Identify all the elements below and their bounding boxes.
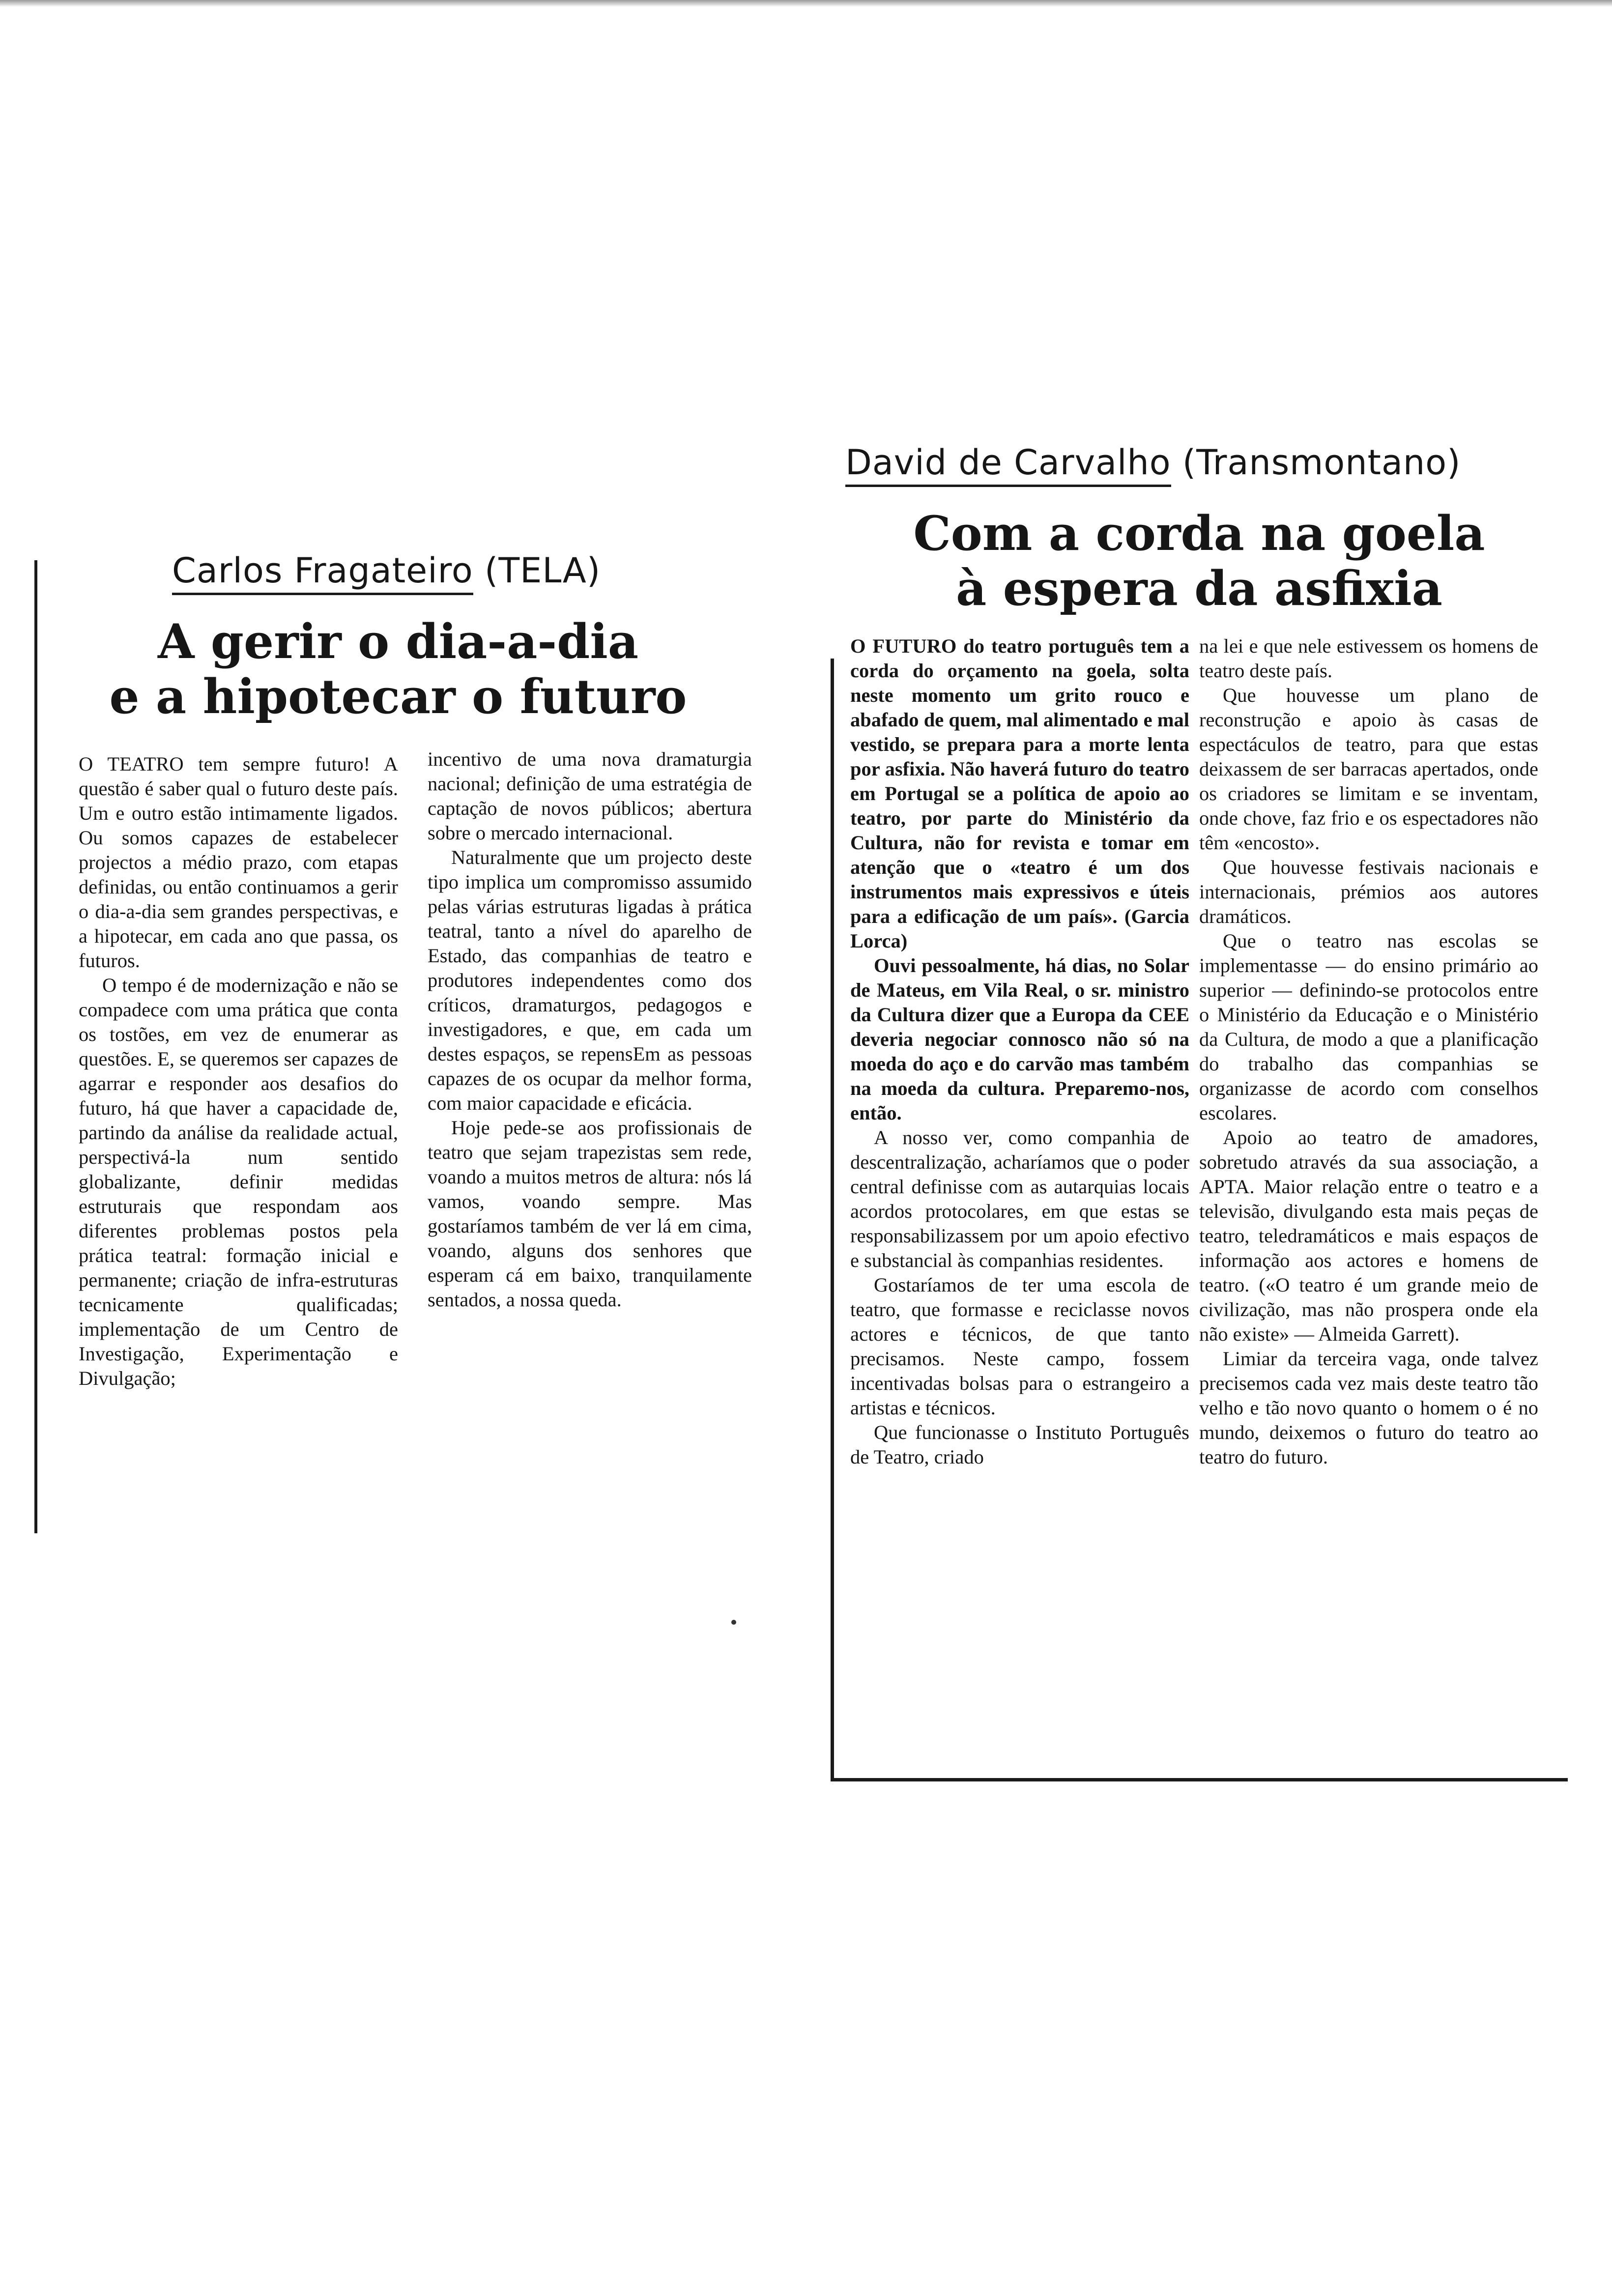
paragraph: na lei e que nele estivessem os homens de teatro deste país. xyxy=(1199,635,1538,682)
paragraph: O FUTURO do teatro português tem a corda do orçamento na goela, solta neste momento um grito rouco e abafado de quem, mal alimentado e mal vestido, se prepara para a morte lenta por asfixia. Não haverá futuro do teatro em Portugal se a política de apoio ao teatro, por parte do Ministério da Cultura, não for revista e tomar em atenção que o «teatro é um dos instrumentos mais expressivos e úteis para a edificação de um país». (Garcia Lorca) xyxy=(850,635,1189,952)
paragraph: Naturalmente que um projecto deste tipo implica um compromisso assumido pelas várias estruturas ligadas à prática teatral, tanto a nível do aparelho de Estado, das companhias de teatro e produtores independentes como dos críticos, dramaturgos, pedagogos e investigadores, e que, em cada um destes espaços, se repensEm as pessoas capazes de os ocupar da melhor forma, com maior capacidade e eficácia. xyxy=(428,846,752,1114)
author-byline xyxy=(172,550,601,591)
author-name: David de Carvalho xyxy=(845,442,1171,487)
paragraph: Ouvi pessoalmente, há dias, no Solar de Mateus, em Vila Real, o sr. ministro da Cultura dizer que a Europa da CEE deveria negociar connosco não só na moeda do aço e do carvão mas também na moeda da cultura. Preparemo-nos, então. xyxy=(850,954,1189,1124)
author-affiliation: (Transmontano) xyxy=(1182,442,1461,483)
headline-line-2: e a hipotecar o futuro xyxy=(109,669,687,724)
headline xyxy=(870,506,1528,616)
article-carlos-fragateiro xyxy=(34,550,781,1553)
article-david-de-carvalho xyxy=(806,442,1573,1818)
paragraph: Que houvesse festivais nacionais e internacionais, prémios aos autores dramáticos. xyxy=(1199,856,1538,927)
text-column-2 xyxy=(1199,634,1538,1469)
author-name: Carlos Fragateiro xyxy=(172,550,473,595)
paragraph: O TEATRO tem sempre futuro! A questão é saber qual o futuro deste país. Um e outro estão intimamente ligados. Ou somos capazes de estabelecer projectos a médio prazo, com etapas definidas, ou então continuamos a gerir o dia-a-dia sem grandes perspectivas, e a hipotecar, em cada ano que passa, os futuros. xyxy=(79,753,398,972)
column-rule-bottom xyxy=(831,1778,1568,1781)
text-column-1 xyxy=(850,634,1189,1469)
author-affiliation: (TELA) xyxy=(485,550,601,591)
paragraph: incentivo de uma nova dramaturgia nacional; definição de uma estratégia de captação de novos públicos; abertura sobre o mercado internacional. xyxy=(428,748,752,844)
headline xyxy=(74,614,722,724)
paragraph: Hoje pede-se aos profissionais de teatro que sejam trapezistas sem rede, voando a muitos metros de altura: nós lá vamos, voando sempre. Mas gostaríamos também de ver lá em cima, voando, alguns dos senhores que esperam cá em baixo, tranquilamente sentados, a nossa queda. xyxy=(428,1117,752,1311)
headline-line-1: Com a corda na goela xyxy=(913,506,1485,561)
author-byline xyxy=(845,442,1461,483)
paragraph: O tempo é de modernização e não se compadece com uma prática que conta os tostões, em vez de enumerar as questões. E, se queremos ser capazes de agarrar e responder aos desafios do futuro, há que haver a capacidade de, partindo da análise da realidade actual, perspectivá-la num sentido globalizante, definir medidas estruturais que respondam aos diferentes problemas postos pela prática teatral: formação inicial e permanente; criação de infra-estruturas tecnicamente qualificadas; implementação de um Centro de Investigação, Experimentação e Divulgação; xyxy=(79,974,398,1389)
column-rule-left xyxy=(831,659,834,1779)
text-column-2 xyxy=(428,747,752,1312)
headline-line-1: A gerir o dia-a-dia xyxy=(157,614,639,669)
column-rule-left xyxy=(34,560,37,1533)
paragraph: Apoio ao teatro de amadores, sobretudo através da sua associação, a APTA. Maior relação entre o teatro e a televisão, divulgando esta mais peças de teatro, teledramáticos e mais espaços de informação aos actores e homens de teatro. («O teatro é um grande meio de civilização, mas não prospera onde ela não existe» — Almeida Garrett). xyxy=(1199,1126,1538,1345)
paragraph: A nosso ver, como companhia de descentralização, acharíamos que o poder central definisse com as autarquias locais acordos protocolares, em que estas se responsabilizassem por um apoio efectivo e substancial às companhias residentes. xyxy=(850,1126,1189,1271)
headline-line-2: à espera da asfixia xyxy=(956,561,1442,616)
scan-edge-shadow xyxy=(0,0,1612,7)
paragraph: Gostaríamos de ter uma escola de teatro, que formasse e reciclasse novos actores e técnicos, de que tanto precisamos. Neste campo, fossem incentivadas bolsas para o estrangeiro a artistas e técnicos. xyxy=(850,1274,1189,1419)
scan-speck xyxy=(731,1620,736,1625)
paragraph: Que houvesse um plano de reconstrução e apoio às casas de espectáculos de teatro, para que estas deixassem de ser barracas apertados, onde os criadores se limitam e se inventam, onde chove, faz frio e os espectadores não têm «encosto». xyxy=(1199,684,1538,854)
paragraph: Que funcionasse o Instituto Português de Teatro, criado xyxy=(850,1421,1189,1468)
paragraph: Limiar da terceira vaga, onde talvez precisemos cada vez mais deste teatro tão velho e tão novo quanto o homem o é no mundo, deixemos o futuro do teatro ao teatro do futuro. xyxy=(1199,1348,1538,1468)
paragraph: Que o teatro nas escolas se implementasse — do ensino primário ao superior — definindo-se protocolos entre o Ministério da Educação e o Ministério da Cultura, de modo a que a planificação do trabalho das companhias se organizasse de acordo com conselhos escolares. xyxy=(1199,930,1538,1124)
text-column-1 xyxy=(79,752,398,1391)
